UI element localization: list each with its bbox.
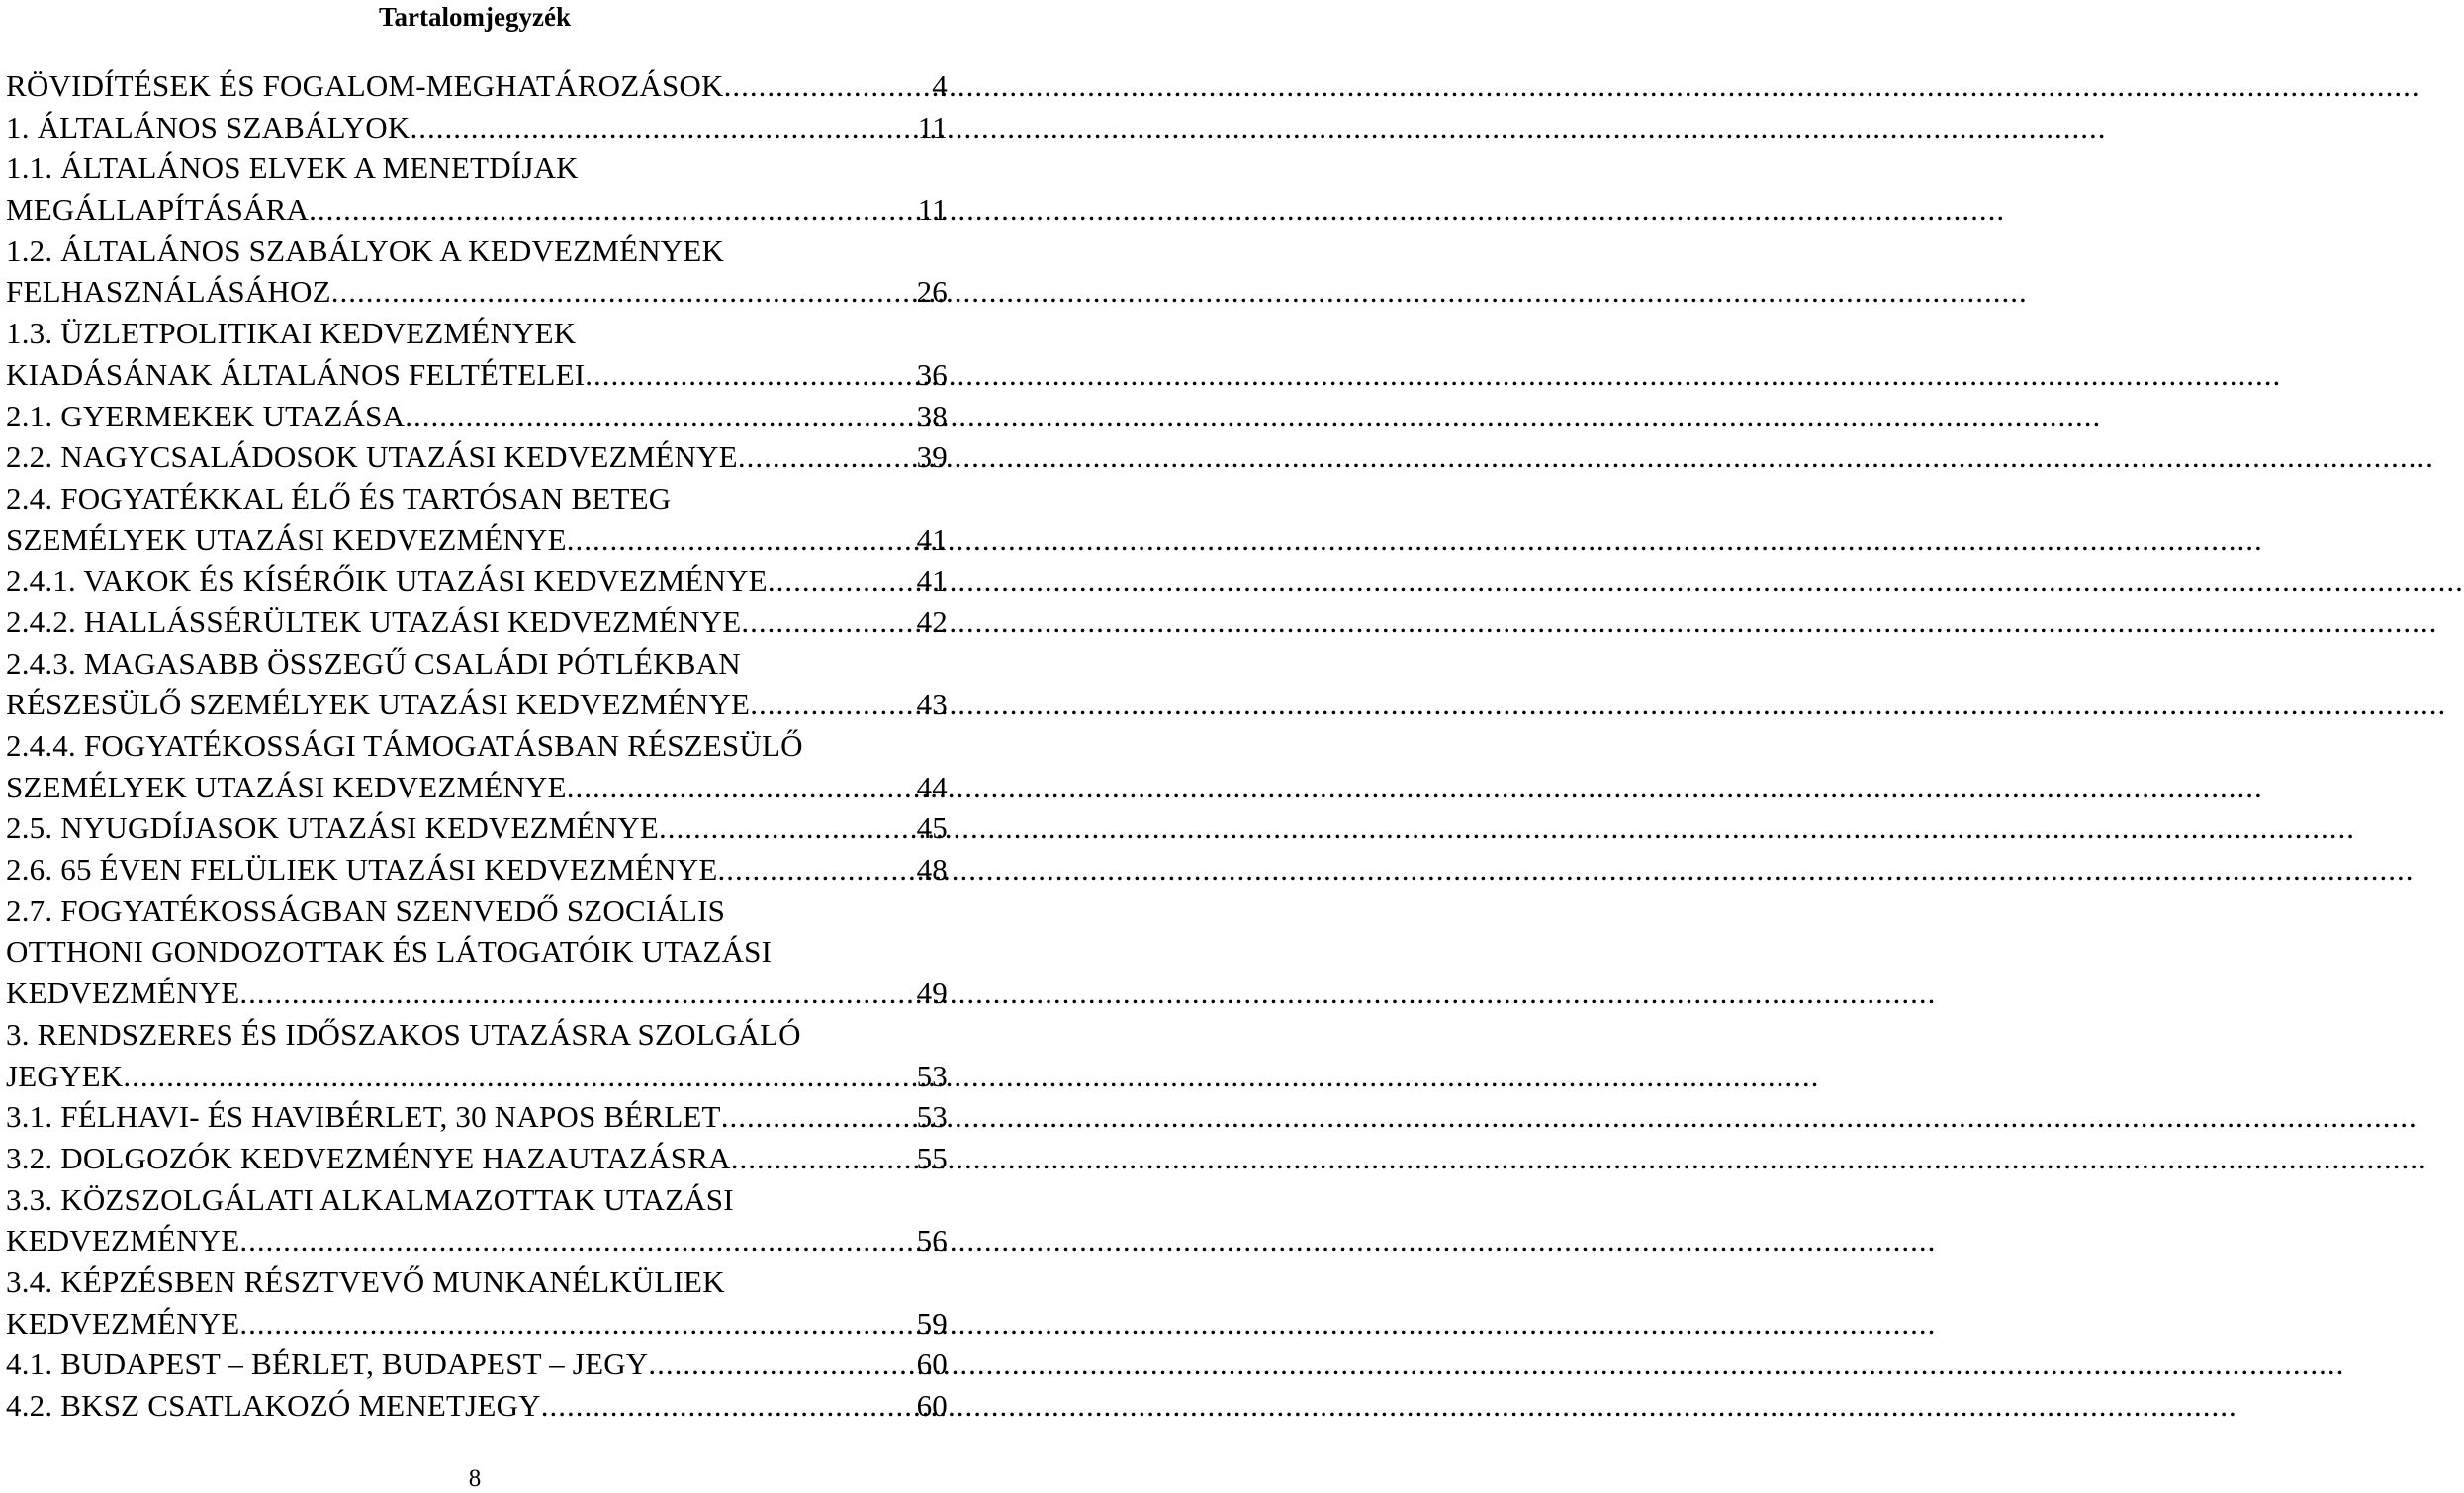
toc-entry-text: 4.1. BUDAPEST – BÉRLET, BUDAPEST – JEGY bbox=[6, 1347, 649, 1382]
toc-entry-text: RÉSZESÜLŐ SZEMÉLYEK UTAZÁSI KEDVEZMÉNYE bbox=[6, 687, 751, 722]
toc-entry-line bbox=[6, 684, 948, 725]
toc-entry-line bbox=[6, 519, 948, 561]
toc-entry-line bbox=[6, 973, 948, 1014]
toc-entry-text: 3. RENDSZERES ÉS IDŐSZAKOS UTAZÁSRA SZOLGÁLÓ bbox=[6, 1016, 801, 1052]
toc-leader-dots bbox=[123, 1056, 912, 1097]
toc-entry-page: 44 bbox=[916, 769, 948, 804]
toc-entry-line bbox=[6, 1344, 948, 1385]
toc-entry[interactable] bbox=[6, 602, 948, 643]
toc-entry-text: 2.4.1. VAKOK ÉS KÍSÉRŐIK UTAZÁSI KEDVEZMÉNYE bbox=[6, 563, 768, 599]
toc-entry-text: 3.2. DOLGOZÓK KEDVEZMÉNYE HAZAUTAZÁSRA bbox=[6, 1140, 731, 1175]
toc-entry-text: 2.4.3. MAGASABB ÖSSZEGŰ CSALÁDI PÓTLÉKBAN bbox=[6, 645, 741, 681]
toc-entry-line bbox=[6, 436, 948, 478]
toc-entry-page: 11 bbox=[917, 192, 948, 228]
toc-entry[interactable] bbox=[6, 725, 948, 807]
toc-entry-text: 1.2. ÁLTALÁNOS SZABÁLYOK A KEDVEZMÉNYEK bbox=[6, 233, 725, 268]
toc-entry-page: 11 bbox=[917, 109, 948, 144]
toc-entry-page: 59 bbox=[916, 1305, 948, 1341]
toc-entry-line bbox=[6, 65, 948, 107]
toc-entry-line bbox=[6, 849, 948, 890]
toc-leader-dots bbox=[239, 1303, 912, 1345]
toc-leader-dots bbox=[567, 519, 913, 561]
toc-entry[interactable] bbox=[6, 890, 948, 1014]
toc-entry-page: 38 bbox=[916, 398, 948, 433]
toc-entry[interactable] bbox=[6, 643, 948, 725]
toc-entry-line bbox=[6, 643, 948, 685]
toc-entry[interactable] bbox=[6, 1261, 948, 1344]
toc-entry-text: 3.1. FÉLHAVI- ÉS HAVIBÉRLET, 30 NAPOS BÉRLET bbox=[6, 1099, 721, 1135]
toc-entry-line bbox=[6, 725, 948, 767]
toc-leader-dots bbox=[659, 807, 913, 849]
toc-entry-line bbox=[6, 1179, 948, 1221]
toc-entry-text: 2.2. NAGYCSALÁDOSOK UTAZÁSI KEDVEZMÉNYE bbox=[6, 439, 738, 475]
toc-entry[interactable] bbox=[6, 1096, 948, 1138]
toc-entry-text: 3.4. KÉPZÉSBEN RÉSZTVEVŐ MUNKANÉLKÜLIEK bbox=[6, 1263, 725, 1299]
toc-leader-dots bbox=[239, 1220, 912, 1261]
toc-entry-line bbox=[6, 1056, 948, 1097]
toc-entry-text: 2.1. GYERMEKEK UTAZÁSA bbox=[6, 398, 406, 433]
toc-entry-line bbox=[6, 807, 948, 849]
toc-entry-line bbox=[6, 189, 948, 231]
toc-entry-line bbox=[6, 147, 948, 189]
toc-entry-line bbox=[6, 1096, 948, 1138]
toc-entry-page: 41 bbox=[916, 563, 948, 599]
toc-entry[interactable] bbox=[6, 396, 948, 437]
toc-entry[interactable] bbox=[6, 436, 948, 478]
toc-entry-text: 2.4.4. FOGYATÉKOSSÁGI TÁMOGATÁSBAN RÉSZESÜLŐ bbox=[6, 728, 803, 763]
toc-entry-text: 4.2. BKSZ CSATLAKOZÓ MENETJEGY bbox=[6, 1388, 541, 1423]
toc-entry-line bbox=[6, 231, 948, 272]
toc-entry-line bbox=[6, 478, 948, 519]
toc-entry-line bbox=[6, 313, 948, 354]
toc-entry-text: KIADÁSÁNAK ÁLTALÁNOS FELTÉTELEI bbox=[6, 356, 586, 392]
toc-title: Tartalomjegyzék bbox=[379, 2, 571, 32]
toc-entry-text: 2.7. FOGYATÉKOSSÁGBAN SZENVEDŐ SZOCIÁLIS bbox=[6, 892, 726, 928]
toc-entry-text: JEGYEK bbox=[6, 1058, 124, 1093]
toc-entry-page: 26 bbox=[916, 274, 948, 310]
toc-entry-page: 53 bbox=[916, 1099, 948, 1135]
toc-entry-text: SZEMÉLYEK UTAZÁSI KEDVEZMÉNYE bbox=[6, 769, 567, 804]
toc-entry[interactable] bbox=[6, 107, 948, 148]
toc-leader-dots bbox=[410, 107, 913, 148]
toc-entry-page: 60 bbox=[916, 1388, 948, 1423]
toc-entry[interactable] bbox=[6, 231, 948, 313]
toc-entry-line bbox=[6, 931, 948, 973]
toc-leader-dots bbox=[541, 1385, 913, 1427]
toc-entry-line bbox=[6, 354, 948, 396]
toc-entry-text: KEDVEZMÉNYE bbox=[6, 1305, 240, 1341]
toc-entry-page: 56 bbox=[916, 1223, 948, 1259]
toc-entry-line bbox=[6, 1138, 948, 1179]
toc-leader-dots bbox=[331, 271, 913, 313]
toc-entry-line bbox=[6, 1220, 948, 1261]
toc-entry[interactable] bbox=[6, 1344, 948, 1385]
toc-entry-line bbox=[6, 107, 948, 148]
toc-leader-dots bbox=[738, 436, 913, 478]
toc-leader-dots bbox=[741, 602, 912, 643]
toc-entry[interactable] bbox=[6, 1179, 948, 1261]
toc-entry-page: 53 bbox=[916, 1058, 948, 1093]
toc-entry-text: KEDVEZMÉNYE bbox=[6, 1223, 240, 1259]
toc-entry-page: 4 bbox=[932, 68, 948, 103]
toc-entry-text: KEDVEZMÉNYE bbox=[6, 976, 240, 1011]
toc-entry-line bbox=[6, 602, 948, 643]
toc-leader-dots bbox=[239, 973, 912, 1014]
toc-leader-dots bbox=[750, 684, 912, 725]
toc-entry[interactable] bbox=[6, 1014, 948, 1096]
toc-entry[interactable] bbox=[6, 807, 948, 849]
toc-entry-text: 2.4.2. HALLÁSSÉRÜLTEK UTAZÁSI KEDVEZMÉNYE bbox=[6, 604, 742, 639]
toc-entry-page: 36 bbox=[916, 356, 948, 392]
toc-leader-dots bbox=[405, 396, 912, 437]
toc-entry[interactable] bbox=[6, 313, 948, 395]
toc-entry-page: 42 bbox=[916, 604, 948, 639]
toc-leader-dots bbox=[724, 65, 929, 107]
toc-entry-text: RÖVIDÍTÉSEK ÉS FOGALOM-MEGHATÁROZÁSOK bbox=[6, 68, 724, 103]
toc-entry[interactable] bbox=[6, 65, 948, 107]
toc-leader-dots bbox=[567, 767, 913, 808]
toc-entry-text: OTTHONI GONDOZOTTAK ÉS LÁTOGATÓIK UTAZÁSI bbox=[6, 934, 773, 970]
toc-entry-page: 48 bbox=[916, 852, 948, 887]
toc-entry[interactable] bbox=[6, 560, 948, 602]
toc-entry[interactable] bbox=[6, 849, 948, 890]
toc-entry-text: 2.6. 65 ÉVEN FELÜLIEK UTAZÁSI KEDVEZMÉNYE bbox=[6, 852, 718, 887]
toc-entry-page: 39 bbox=[916, 439, 948, 475]
toc-entry-text: 3.3. KÖZSZOLGÁLATI ALKALMAZOTTAK UTAZÁSI bbox=[6, 1181, 734, 1217]
toc-leader-dots bbox=[309, 189, 914, 231]
toc-entry-line bbox=[6, 560, 948, 602]
toc-entry-page: 60 bbox=[916, 1347, 948, 1382]
toc-entry-text: SZEMÉLYEK UTAZÁSI KEDVEZMÉNYE bbox=[6, 521, 567, 557]
toc-entry[interactable] bbox=[6, 478, 948, 560]
toc-entry[interactable] bbox=[6, 1138, 948, 1179]
toc-entry-line bbox=[6, 396, 948, 437]
toc-entry-text: FELHASZNÁLÁSÁHOZ bbox=[6, 274, 331, 310]
toc-leader-dots bbox=[721, 1096, 913, 1138]
toc-entry-text: 1.1. ÁLTALÁNOS ELVEK A MENETDÍJAK bbox=[6, 150, 579, 186]
toc-entry-line bbox=[6, 767, 948, 808]
toc-entry-page: 41 bbox=[916, 521, 948, 557]
toc-entry-line bbox=[6, 890, 948, 932]
toc-entry-text: 1. ÁLTALÁNOS SZABÁLYOK bbox=[6, 109, 411, 144]
toc-leader-dots bbox=[648, 1344, 912, 1385]
page-number: 8 bbox=[468, 1465, 482, 1492]
toc-entry-text: 2.4. FOGYATÉKKAL ÉLŐ ÉS TARTÓSAN BETEG bbox=[6, 480, 672, 515]
toc-entry-text: MEGÁLLAPÍTÁSÁRA bbox=[6, 192, 310, 228]
toc-leader-dots bbox=[585, 354, 912, 396]
toc-entry-line bbox=[6, 1303, 948, 1345]
toc-entry-text: 1.3. ÜZLETPOLITIKAI KEDVEZMÉNYEK bbox=[6, 316, 577, 351]
toc-entry-text: 2.5. NYUGDÍJASOK UTAZÁSI KEDVEZMÉNYE bbox=[6, 810, 659, 846]
toc-entry-line bbox=[6, 1014, 948, 1056]
toc-entry-line bbox=[6, 271, 948, 313]
toc-entry-line bbox=[6, 1261, 948, 1303]
toc-entry[interactable] bbox=[6, 1385, 948, 1427]
toc-leader-dots bbox=[717, 849, 912, 890]
toc-leader-dots bbox=[768, 560, 913, 602]
toc-entry[interactable] bbox=[6, 147, 948, 230]
toc-entry-line bbox=[6, 1385, 948, 1427]
toc-entry-page: 55 bbox=[916, 1140, 948, 1175]
toc-list bbox=[6, 65, 948, 1427]
toc-entry-page: 43 bbox=[916, 687, 948, 722]
toc-leader-dots bbox=[731, 1138, 913, 1179]
toc-entry-page: 45 bbox=[916, 810, 948, 846]
toc-entry-page: 49 bbox=[916, 976, 948, 1011]
